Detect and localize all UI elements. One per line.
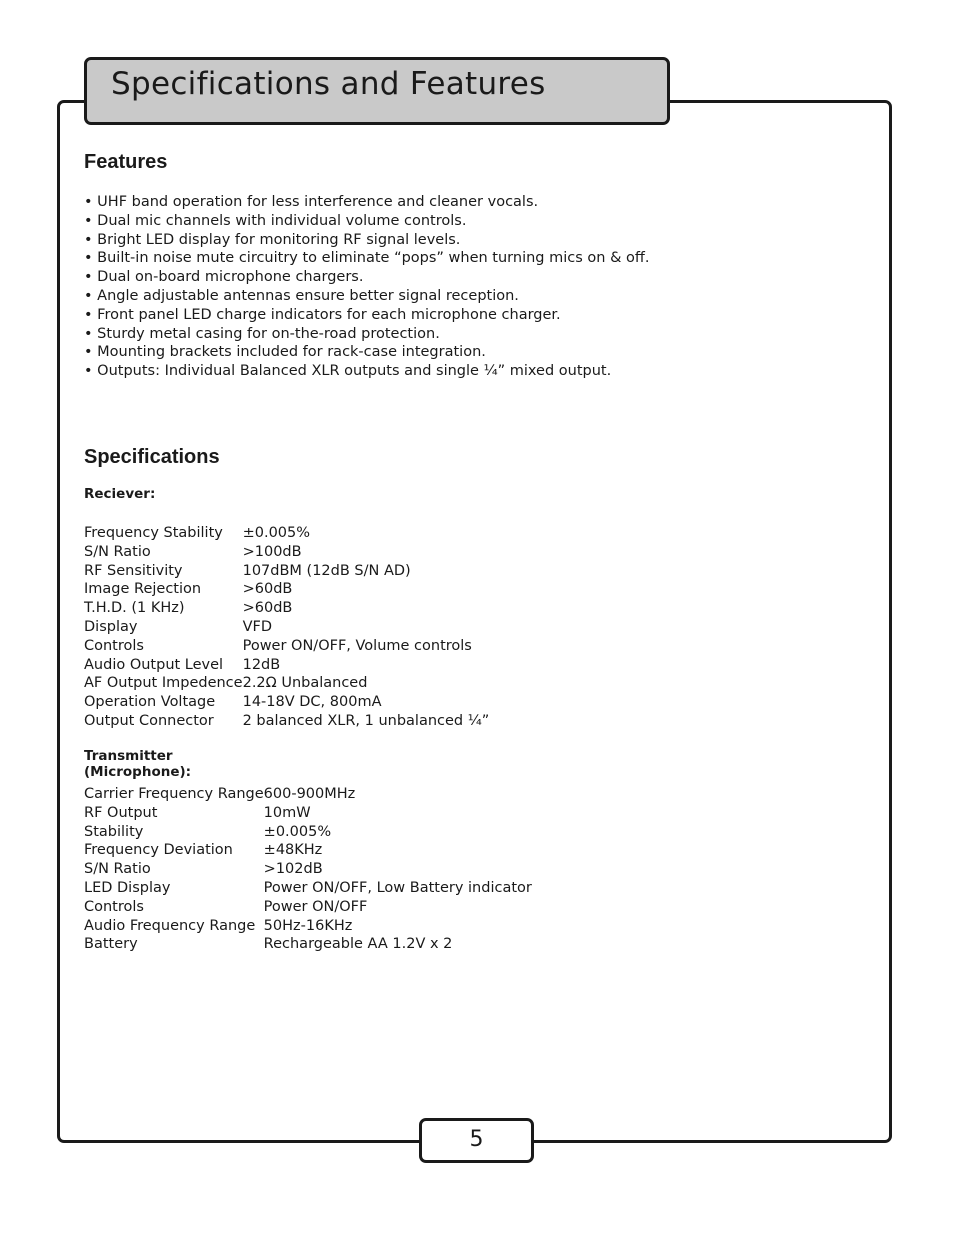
transmitter-subheading: Transmitter (Microphone): [84, 748, 192, 780]
spec-key: Audio Frequency Range [84, 917, 256, 934]
table-row [84, 712, 489, 731]
spec-key: Controls [84, 637, 144, 654]
features-list [84, 193, 649, 381]
table-row [84, 693, 489, 712]
spec-value: ±0.005% [263, 823, 332, 840]
table-row [84, 879, 532, 898]
spec-value: Rechargeable AA 1.2V x 2 [263, 936, 453, 953]
list-item: • Front panel LED charge indicators for each microphone charger. [84, 306, 649, 325]
table-row [84, 841, 532, 860]
table-row [84, 898, 532, 917]
spec-value: Power ON/OFF, Low Battery indicator [263, 879, 532, 896]
spec-key: Audio Output Level [84, 656, 224, 673]
spec-key: Frequency Deviation [84, 842, 233, 859]
list-item: • Outputs: Individual Balanced XLR outputs and single ¼” mixed output. [84, 362, 649, 381]
spec-key: Battery [84, 936, 138, 953]
spec-key: S/N Ratio [84, 861, 151, 878]
spec-value: 2.2Ω Unbalanced [242, 675, 368, 692]
list-item: • Bright LED display for monitoring RF signal levels. [84, 231, 649, 250]
spec-key: Operation Voltage [84, 694, 216, 711]
spec-value: >60dB [242, 600, 293, 617]
spec-key: Frequency Stability [84, 525, 223, 541]
table-row [84, 823, 532, 842]
spec-key: Output Connector [84, 712, 214, 729]
specifications-heading: Specifications [84, 446, 220, 468]
table-row [84, 562, 489, 581]
list-item: • Mounting brackets included for rack-case integration. [84, 343, 649, 362]
table-row [84, 656, 489, 675]
spec-value: >102dB [263, 861, 323, 878]
spec-value: ±48KHz [263, 842, 323, 859]
spec-key: AF Output Impedence [84, 675, 243, 692]
page-title: Specifications and Features [111, 66, 546, 102]
list-item: • Built-in noise mute circuitry to eliminate “pops” when turning mics on & off. [84, 249, 649, 268]
spec-value: 14-18V DC, 800mA [242, 694, 382, 711]
specifications-section [84, 446, 532, 953]
spec-key: Image Rejection [84, 581, 202, 598]
spec-value: 12dB [242, 656, 281, 673]
spec-value: VFD [242, 618, 273, 635]
list-item: • Dual on-board microphone chargers. [84, 268, 649, 287]
spec-value: ±0.005% [242, 525, 311, 541]
spec-value: 50Hz-16KHz [263, 917, 353, 934]
table-row [84, 618, 489, 637]
spec-key: LED Display [84, 879, 171, 896]
list-item: • Sturdy metal casing for on-the-road protection. [84, 325, 649, 344]
list-item: • Angle adjustable antennas ensure better signal reception. [84, 287, 649, 306]
spec-key: Carrier Frequency Range [84, 786, 264, 802]
receiver-subheading: Reciever: [84, 486, 156, 502]
transmitter-spec-table [84, 785, 532, 954]
spec-key: Stability [84, 823, 144, 840]
spec-key: Display [84, 618, 138, 635]
spec-key: RF Output [84, 804, 158, 821]
table-row [84, 674, 489, 693]
page-number: 5 [419, 1118, 534, 1163]
table-row [84, 599, 489, 618]
title-tab [84, 57, 670, 125]
spec-key: S/N Ratio [84, 543, 151, 560]
table-row [84, 543, 489, 562]
table-row [84, 917, 532, 936]
table-row [84, 524, 489, 543]
table-row [84, 935, 532, 954]
spec-value: 2 balanced XLR, 1 unbalanced ¼” [242, 712, 490, 729]
spec-value: 107dBM (12dB S/N AD) [242, 562, 411, 579]
spec-key: Controls [84, 898, 144, 915]
spec-key: RF Sensitivity [84, 562, 183, 579]
spec-value: 600-900MHz [263, 786, 356, 802]
table-row [84, 804, 532, 823]
spec-value: Power ON/OFF, Volume controls [242, 637, 472, 654]
list-item: • UHF band operation for less interference and cleaner vocals. [84, 193, 649, 212]
spec-value: >100dB [242, 543, 302, 560]
table-row [84, 785, 532, 804]
features-heading: Features [84, 151, 168, 173]
table-row [84, 580, 489, 599]
spec-value: 10mW [263, 804, 311, 821]
spec-key: T.H.D. (1 KHz) [84, 600, 185, 617]
spec-value: Power ON/OFF [263, 898, 368, 915]
table-row [84, 637, 489, 656]
spec-value: >60dB [242, 581, 293, 598]
table-row [84, 860, 532, 879]
list-item: • Dual mic channels with individual volume controls. [84, 212, 649, 231]
receiver-spec-table [84, 524, 489, 731]
